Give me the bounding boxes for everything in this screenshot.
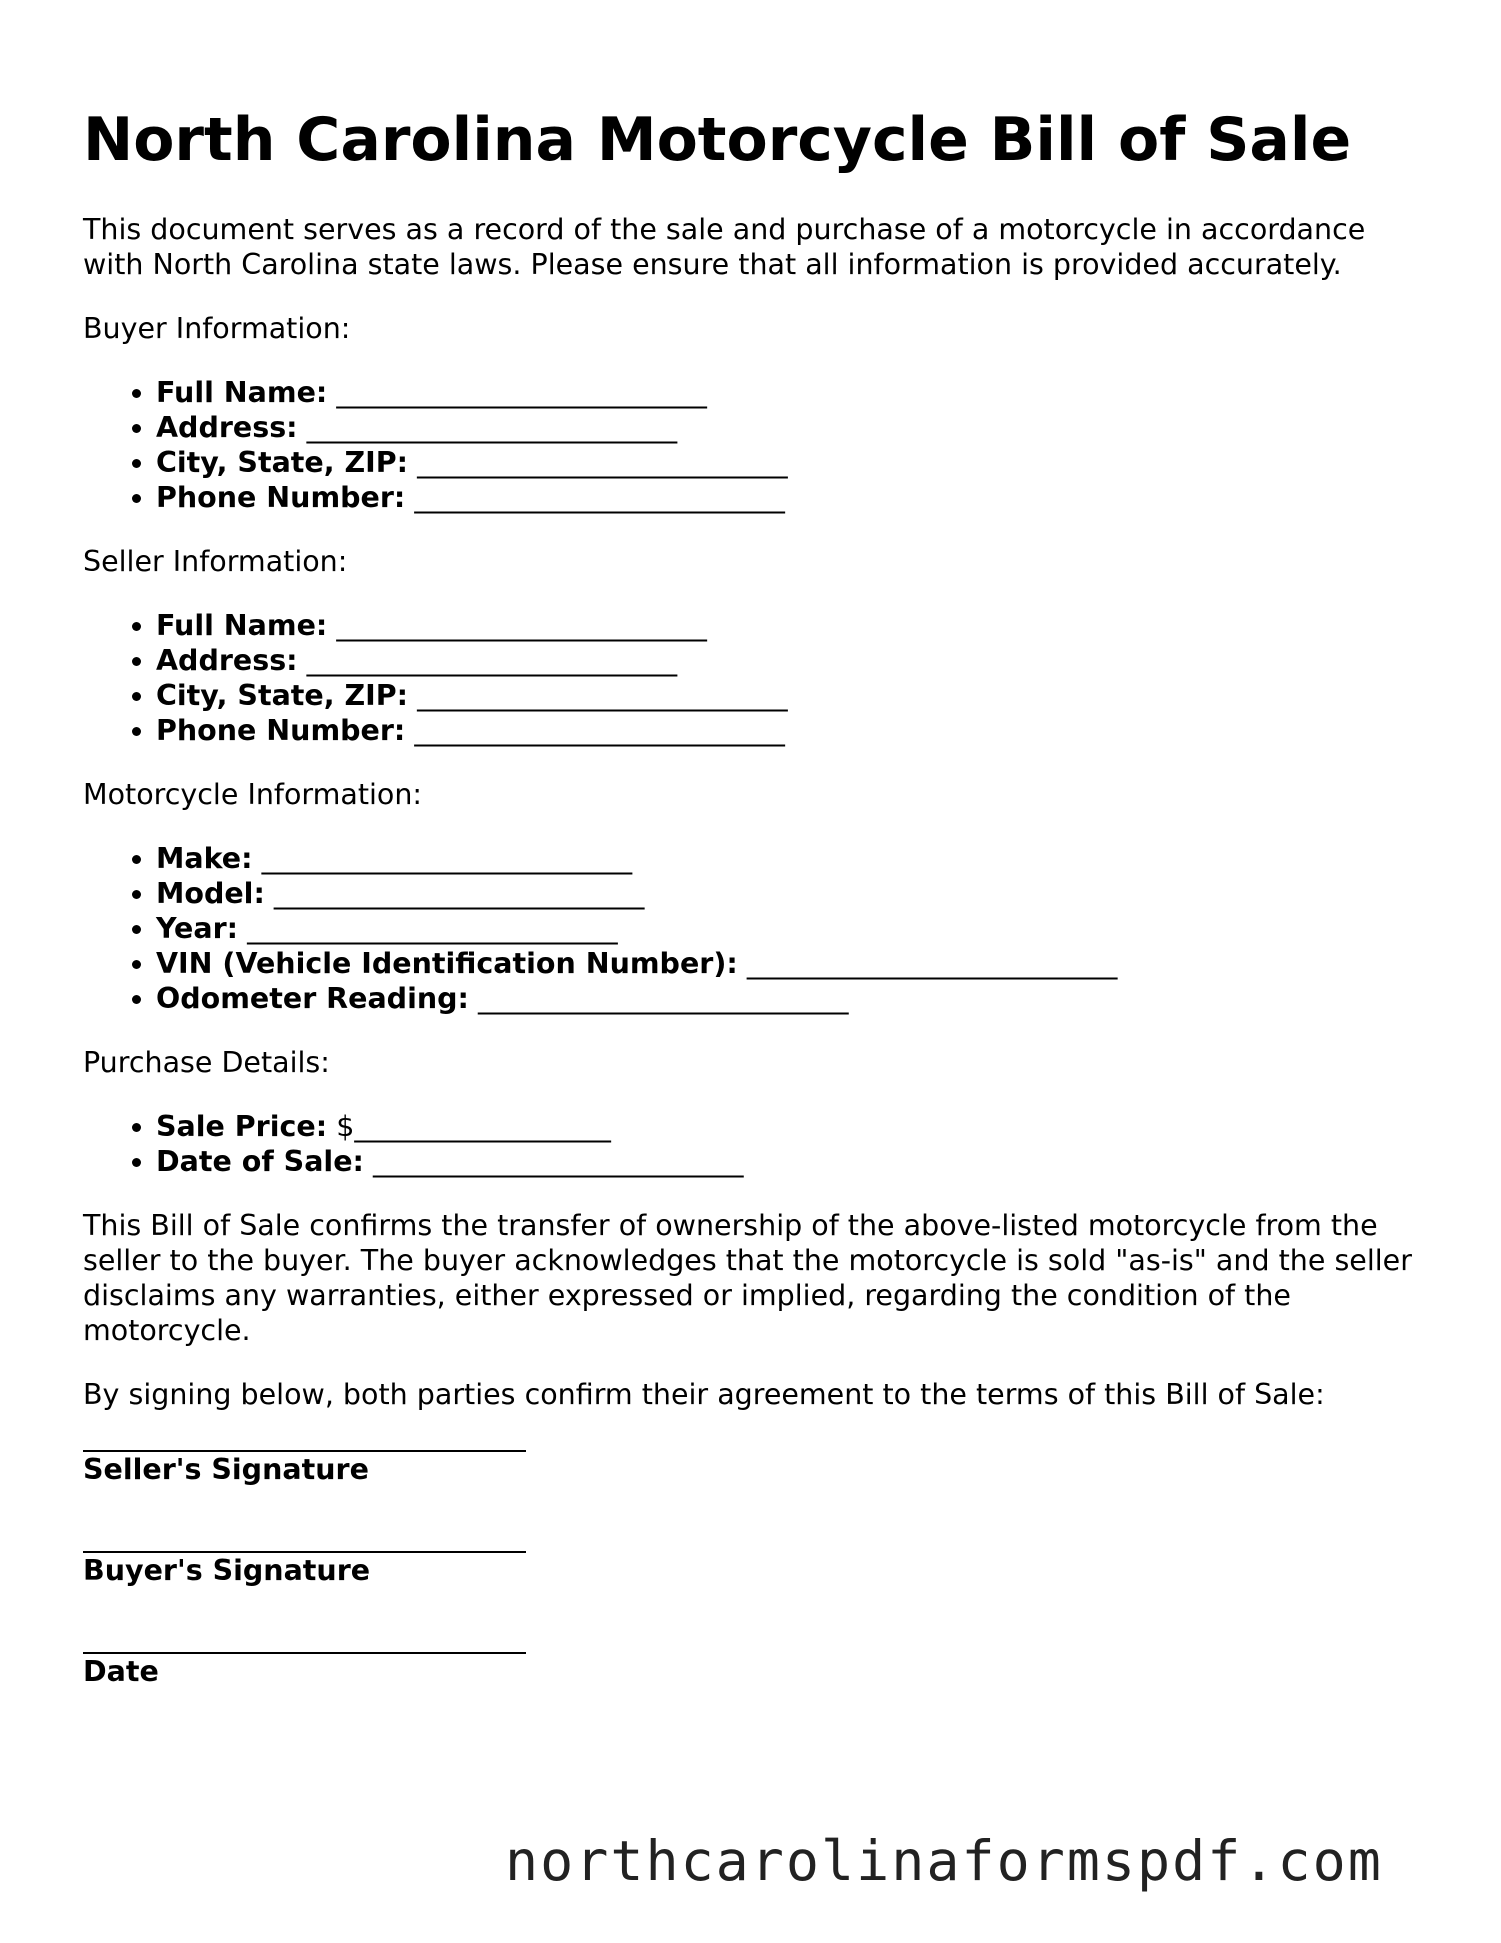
motorcycle-make-item <box>156 841 1423 876</box>
field-label: City, State, ZIP: <box>156 679 409 712</box>
fill-in-blank: __________________________ <box>261 842 633 875</box>
motorcycle-fields-list <box>83 841 1423 1016</box>
buyer-full-name-item <box>156 375 1423 410</box>
field-label: Address: <box>156 644 298 677</box>
fill-in-blank: __________________________ <box>372 1145 744 1178</box>
seller-address-item <box>156 643 1423 678</box>
fill-in-blank: __________________________ <box>247 912 618 945</box>
fill-in-blank: __________________________ <box>336 609 707 642</box>
date-signature <box>83 1652 1423 1689</box>
field-label: Date of Sale: <box>156 1145 364 1178</box>
field-label: Phone Number: <box>156 481 406 514</box>
seller-full-name-item <box>156 608 1423 643</box>
field-label: Model: <box>156 877 265 910</box>
buyer-fields-list <box>83 375 1423 515</box>
buyer-section-heading: Buyer Information: <box>83 312 351 345</box>
fill-in-blank: __________________________ <box>306 411 678 444</box>
purchase-section-heading: Purchase Details: <box>83 1046 330 1079</box>
field-label: VIN (Vehicle Identification Number): <box>156 947 738 980</box>
date-of-sale-item <box>156 1144 1423 1179</box>
fill-in-blank: __________________________ <box>417 446 788 479</box>
date-signature-label: Date <box>83 1655 159 1688</box>
field-label: Year: <box>156 912 239 945</box>
buyer-phone-item <box>156 480 1423 515</box>
buyer-address-item <box>156 410 1423 445</box>
seller-city-state-zip-item <box>156 678 1423 713</box>
fill-in-blank: __________________________ <box>273 877 645 910</box>
fill-in-blank: __________________________ <box>414 714 785 747</box>
motorcycle-section-heading: Motorcycle Information: <box>83 778 423 811</box>
fill-in-blank: __________________________ <box>336 376 707 409</box>
seller-phone-item <box>156 713 1423 748</box>
fill-in-blank: __________________________ <box>414 481 785 514</box>
field-label: Full Name: <box>156 376 328 409</box>
fill-in-blank: __________________________ <box>478 982 849 1015</box>
seller-signature <box>83 1450 1423 1487</box>
seller-section-heading: Seller Information: <box>83 545 348 578</box>
fill-in-blank: __________________________ <box>306 644 678 677</box>
fill-in-blank: __________________________ <box>417 679 788 712</box>
document-title: North Carolina Motorcycle Bill of Sale <box>83 105 1352 175</box>
seller-fields-list <box>83 608 1423 748</box>
document-body <box>83 212 1423 1753</box>
buyer-city-state-zip-item <box>156 445 1423 480</box>
field-label: Make: <box>156 842 253 875</box>
purchase-fields-list <box>83 1109 1423 1179</box>
agreement-paragraph: By signing below, both parties confirm their agreement to the terms of this Bill of Sale: <box>83 1378 1325 1411</box>
buyer-signature <box>83 1551 1423 1588</box>
motorcycle-year-item <box>156 911 1423 946</box>
field-label: Sale Price: <box>156 1110 328 1143</box>
confirmation-paragraph: This Bill of Sale confirms the transfer of ownership of the above-listed motorcycle from the seller to the buyer. The buyer acknowledges that the motorcycle is sold "as-is" and the seller disclaims any warranties, either expressed or implied, regarding the condition of the motorcycle. <box>83 1209 1412 1347</box>
sale-price-item <box>156 1109 1423 1144</box>
field-label: Full Name: <box>156 609 328 642</box>
seller-signature-label: Seller's Signature <box>83 1453 369 1486</box>
field-label: Odometer Reading: <box>156 982 469 1015</box>
motorcycle-vin-item <box>156 946 1423 981</box>
field-label: Phone Number: <box>156 714 406 747</box>
motorcycle-odometer-item <box>156 981 1423 1016</box>
motorcycle-model-item <box>156 876 1423 911</box>
buyer-signature-label: Buyer's Signature <box>83 1554 371 1587</box>
fill-in-blank: $__________________ <box>336 1110 611 1143</box>
footer-watermark: northcarolinaformspdf.com <box>505 1829 1383 1893</box>
intro-paragraph: This document serves as a record of the sale and purchase of a motorcycle in accordance with North Carolina state laws. Please ensure that all information is provided accurately. <box>83 213 1366 281</box>
field-label: City, State, ZIP: <box>156 446 409 479</box>
field-label: Address: <box>156 411 298 444</box>
signature-block <box>83 1450 1423 1689</box>
fill-in-blank: __________________________ <box>746 947 1118 980</box>
